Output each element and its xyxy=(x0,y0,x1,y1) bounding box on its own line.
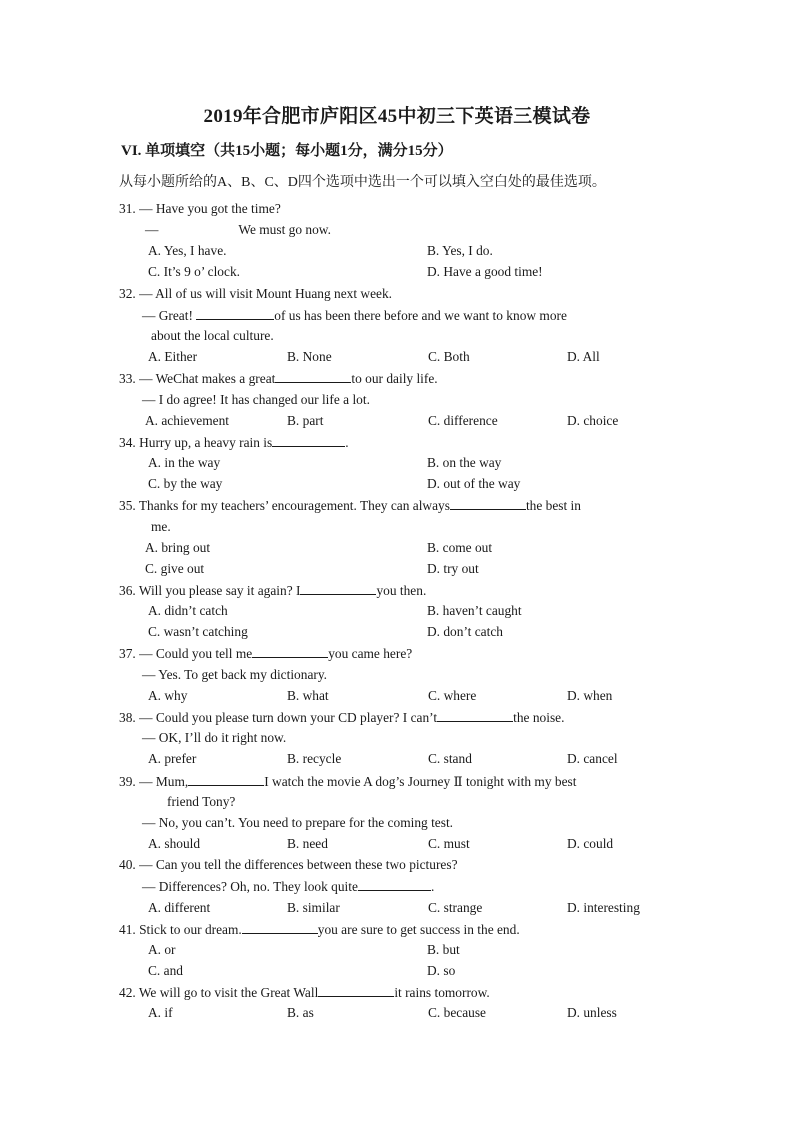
option-c: C. because xyxy=(428,1005,487,1020)
instruction-text: 从每小题所给的A、B、C、D四个选项中选出一个可以填入空白处的最佳选项。 xyxy=(119,175,606,190)
option-c: C. and xyxy=(148,963,183,978)
option-d: D. could xyxy=(567,836,614,851)
question-40-line-2 xyxy=(142,877,434,895)
answer-blank xyxy=(196,306,274,320)
question-number: 32. xyxy=(119,286,136,301)
question-text: Hurry up, a heavy rain is xyxy=(139,435,273,450)
question-text: We will go to visit the Great Wall xyxy=(138,985,319,1000)
option-d: D. try out xyxy=(427,561,479,576)
question-35-line-2: me. xyxy=(151,519,171,534)
question-31-line-1 xyxy=(119,200,281,218)
option-b: B. Yes, I do. xyxy=(427,243,493,258)
option-b: B. as xyxy=(287,1005,314,1020)
option-c: C. Both xyxy=(428,349,470,364)
option-a: A. in the way xyxy=(148,455,221,470)
question-text: to our daily life. xyxy=(351,371,438,386)
option-d: D. don’t catch xyxy=(427,624,503,639)
question-36-line-1 xyxy=(119,581,426,599)
answer-blank xyxy=(300,581,376,595)
option-b: B. part xyxy=(287,413,324,428)
question-37-line-1 xyxy=(119,644,412,662)
question-39-line-1 xyxy=(119,772,669,790)
question-33-line-2: — I do agree! It has changed our life a lot. xyxy=(142,392,370,407)
option-c: C. must xyxy=(428,836,470,851)
question-text: . xyxy=(345,435,349,450)
question-number: 31. xyxy=(119,201,136,216)
answer-blank xyxy=(437,708,513,722)
question-number: 34. xyxy=(119,435,136,450)
option-b: B. similar xyxy=(287,900,340,915)
option-b: B. come out xyxy=(427,540,493,555)
option-d: D. unless xyxy=(567,1005,617,1020)
question-35-line-1 xyxy=(119,496,669,514)
answer-blank xyxy=(318,983,394,997)
question-41-line-1 xyxy=(119,920,520,938)
question-text: Stick to our dream. xyxy=(139,922,242,937)
question-32-line-1 xyxy=(119,285,392,303)
question-number: 38. xyxy=(119,710,136,725)
option-b: B. need xyxy=(287,836,328,851)
option-d: D. All xyxy=(567,349,600,364)
question-number: 39. xyxy=(119,774,136,789)
question-text: — Could you please turn down your CD player? I can’t xyxy=(139,710,438,725)
question-37-line-2: — Yes. To get back my dictionary. xyxy=(142,667,328,682)
question-number: 33. xyxy=(119,371,136,386)
question-text: the best in xyxy=(525,498,581,513)
question-number: 35. xyxy=(119,498,136,513)
option-d: D. when xyxy=(567,688,613,703)
question-33-line-1 xyxy=(119,369,438,387)
question-text: you came here? xyxy=(328,646,413,661)
option-d: D. out of the way xyxy=(427,476,521,491)
option-a: A. didn’t catch xyxy=(148,603,228,618)
option-b: B. None xyxy=(287,349,332,364)
option-b: B. but xyxy=(427,942,460,957)
option-d: D. cancel xyxy=(567,751,618,766)
option-a: A. prefer xyxy=(148,751,197,766)
question-text: you then. xyxy=(376,583,427,598)
question-text: the noise. xyxy=(513,710,565,725)
question-31-line-2 xyxy=(145,221,331,239)
option-a: A. different xyxy=(148,900,211,915)
option-d: D. interesting xyxy=(567,900,640,915)
option-b: B. what xyxy=(287,688,329,703)
answer-blank xyxy=(450,496,526,510)
question-number: 42. xyxy=(119,985,136,1000)
option-b: B. recycle xyxy=(287,751,342,766)
question-text: — Can you tell the differences between these two pictures? xyxy=(139,857,458,872)
option-d: D. choice xyxy=(567,413,619,428)
question-text: — Mum, xyxy=(139,774,189,789)
option-d: D. so xyxy=(427,963,456,978)
question-text: — All of us will visit Mount Huang next week. xyxy=(139,286,393,301)
question-34-line-1 xyxy=(119,433,349,451)
question-number: 37. xyxy=(119,646,136,661)
answer-blank xyxy=(272,433,345,447)
question-42-line-1 xyxy=(119,983,490,1001)
question-number: 36. xyxy=(119,583,136,598)
option-b: B. haven’t caught xyxy=(427,603,522,618)
option-a: A. achievement xyxy=(145,413,230,428)
option-c: C. by the way xyxy=(148,476,223,491)
option-a: A. if xyxy=(148,1005,173,1020)
answer-blank xyxy=(358,877,431,891)
option-c: C. stand xyxy=(428,751,472,766)
question-text: — WeChat makes a great xyxy=(139,371,276,386)
question-text: We must go now. xyxy=(238,222,331,237)
option-a: A. why xyxy=(148,688,188,703)
question-text: — Differences? Oh, no. They look quite xyxy=(142,879,358,894)
question-40-line-1 xyxy=(119,856,458,874)
option-d: D. Have a good time! xyxy=(427,264,543,279)
option-c: C. give out xyxy=(145,561,205,576)
option-c: C. It’s 9 o’ clock. xyxy=(148,264,240,279)
question-text: it rains tomorrow. xyxy=(394,985,490,1000)
question-number: 40. xyxy=(119,857,136,872)
question-text: — Have you got the time? xyxy=(139,201,281,216)
option-b: B. on the way xyxy=(427,455,502,470)
option-c: C. wasn’t catching xyxy=(148,624,248,639)
page-title: 2019年合肥市庐阳区45中初三下英语三模试卷 xyxy=(203,106,591,127)
section-heading: VI. 单项填空（共15小题；每小题1分，满分15分） xyxy=(121,143,453,159)
question-text: Will you please say it again? I xyxy=(138,583,301,598)
answer-blank xyxy=(188,772,264,786)
question-32-line-2 xyxy=(142,306,669,324)
question-38-line-1 xyxy=(119,708,564,726)
question-text: — Could you tell me xyxy=(139,646,253,661)
question-38-line-2: — OK, I’ll do it right now. xyxy=(142,730,287,745)
option-a: A. Yes, I have. xyxy=(148,243,227,258)
question-text: — Great! xyxy=(142,308,193,323)
question-text: Thanks for my teachers’ encouragement. They can always xyxy=(138,498,450,513)
question-text: I watch the movie A dog’s Journey Ⅱ tonight with my best xyxy=(264,774,577,789)
option-c: C. strange xyxy=(428,900,483,915)
question-39-line-2: friend Tony? xyxy=(167,794,236,809)
option-a: A. or xyxy=(148,942,176,957)
question-39-line-3: — No, you can’t. You need to prepare for the coming test. xyxy=(142,815,454,830)
option-c: C. where xyxy=(428,688,477,703)
answer-blank xyxy=(252,644,328,658)
question-text: of us has been there before and we want to know more xyxy=(274,308,567,323)
answer-blank xyxy=(275,369,351,383)
question-32-line-3: about the local culture. xyxy=(151,328,274,343)
question-text: you are sure to get success in the end. xyxy=(317,922,520,937)
option-a: A. Either xyxy=(148,349,198,364)
question-number: 41. xyxy=(119,922,136,937)
option-a: A. should xyxy=(148,836,201,851)
option-c: C. difference xyxy=(428,413,498,428)
answer-blank xyxy=(242,920,318,934)
option-a: A. bring out xyxy=(145,540,211,555)
question-text: — xyxy=(145,222,159,237)
question-text: . xyxy=(430,879,435,894)
